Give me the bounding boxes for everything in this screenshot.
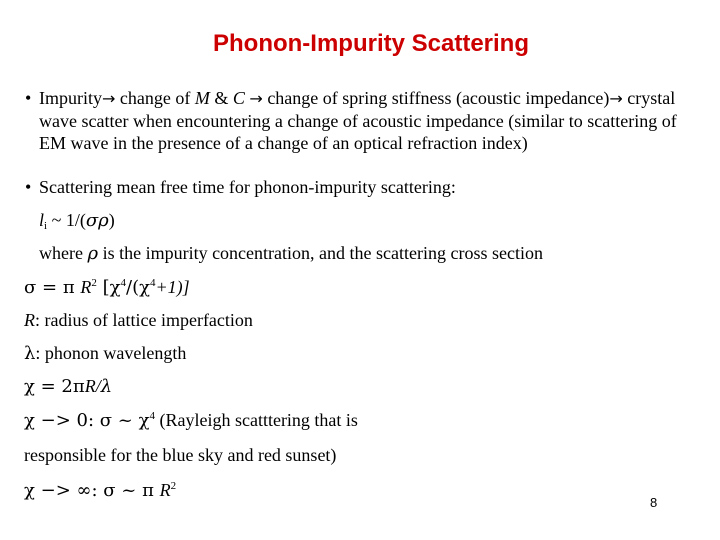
bullet-text: Scattering mean free time for phonon-impurity scattering: xyxy=(39,177,456,197)
page-number: 8 xyxy=(650,495,658,510)
radius-definition: R: radius of lattice imperfaction xyxy=(24,310,253,330)
chi-definition: χ = 2πR/λ xyxy=(24,376,113,397)
wavelength-definition: λ: phonon wavelength xyxy=(24,343,187,364)
crystal-wave-text: crystal wave scatter when encountering a change of acoustic impedance (similar to scattering of EM wave in the presence of a change of an optical refraction index) xyxy=(39,88,677,153)
arrow-icon: → xyxy=(102,89,116,108)
chi-to-zero-continuation: responsible for the blue sky and red sunset) xyxy=(24,445,337,465)
change-of-text: change of xyxy=(115,88,195,108)
impurity-text: Impurity xyxy=(39,88,102,108)
chi-to-zero-line: χ −> 0: σ ~ $\chi^4$ (Rayleigh scatttering that is xyxy=(24,410,358,431)
stiffness-symbol: C xyxy=(232,88,245,108)
chi-to-infinity-line: χ −> ∞: σ ~ π $R^2$ xyxy=(24,480,177,501)
cross-section-formula: σ = π $R^2$ $[\chi^4/(\chi^4+1)]$ xyxy=(24,277,190,298)
bullet-dot: • xyxy=(25,177,32,197)
where-line: where ρ is the impurity concentration, and the scattering cross section xyxy=(39,243,543,264)
slide-title: Phonon-Impurity Scattering xyxy=(212,30,529,57)
amp-text: & xyxy=(209,88,233,108)
mass-symbol: M xyxy=(194,88,210,108)
arrow-icon: → xyxy=(609,89,623,108)
spring-stiffness-text: change of spring stiffness (acoustic impedance) xyxy=(262,88,610,108)
arrow-icon: → xyxy=(249,89,263,108)
bullet-dot: • xyxy=(25,88,32,108)
mean-free-path-formula: $l_i$ ~ 1/(σρ) xyxy=(39,210,115,232)
bullet-text xyxy=(39,87,694,154)
